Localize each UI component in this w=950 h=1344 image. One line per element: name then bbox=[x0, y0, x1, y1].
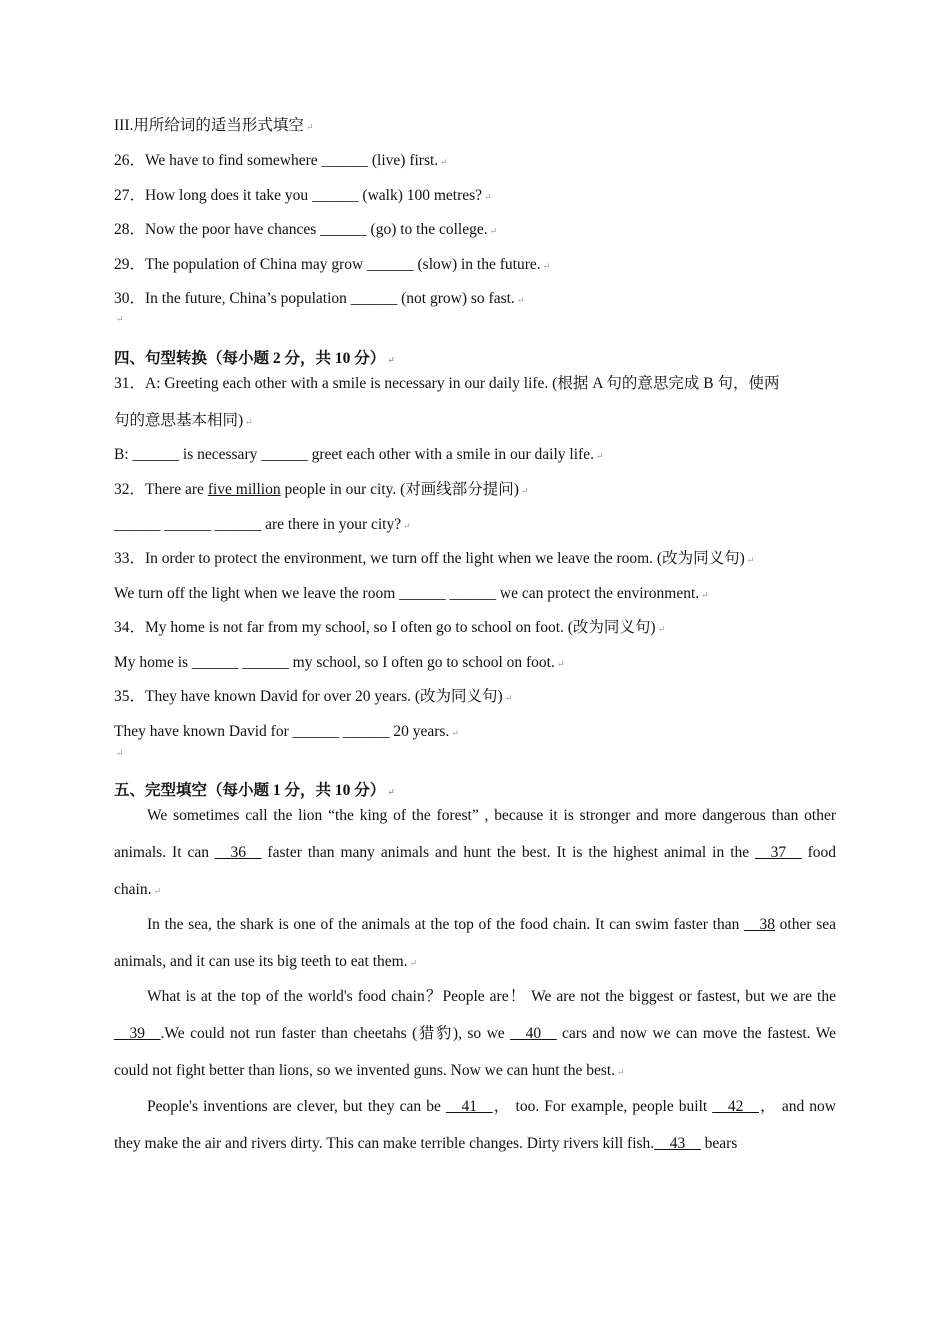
question-30: 30．In the future, China’s population ______ (not grow) so fast. ↵ bbox=[114, 290, 525, 307]
section-5-title: 五、完型填空（每小题 1 分，共 10 分） ↵ bbox=[114, 782, 395, 799]
blank-39: __39__ bbox=[114, 1025, 161, 1042]
question-34: 34．My home is not far from my school, so I often go to school on foot. (改为同义句) ↵ bbox=[114, 619, 666, 636]
question-34-answer: My home is ______ ______ my school, so I often go to school on foot. ↵ bbox=[114, 654, 565, 671]
section-3-title: III.用所给词的适当形式填空 ↵ bbox=[114, 117, 314, 134]
cloze-paragraph-4: People's inventions are clever, but they can be __41__， too. For example, people built __42__， and now they make the air and rivers dirty. This can make terrible changes. Dirty rivers kill fish.__43__ bears bbox=[114, 1098, 837, 1152]
question-32-answer: ______ ______ ______ are there in your city? ↵ bbox=[114, 516, 411, 533]
cloze-paragraph-2: In the sea, the shark is one of the animals at the top of the food chain. It can swim faster than __38 other sea animals, and it can use its big teeth to eat them. ↵ bbox=[114, 916, 836, 970]
blank-36: __36__ bbox=[214, 844, 262, 861]
cloze-paragraph-1: We sometimes call the lion “the king of the forest” , because it is stronger and more dangerous than other animals. It can __36__ faster than many animals and hunt the best. It is the highest animal in the __37__ food chain. ↵ bbox=[114, 807, 836, 898]
blank-40: __40__ bbox=[510, 1025, 557, 1042]
cloze-paragraph-3: What is at the top of the world's food chain？People are！ We are not the biggest or fastest, but we are the __39__.We could not run faster than cheetahs (猎豹), so we __40__ cars and now we can move the fastest. We could not fight better than lions, so we invented guns. Now we can hunt the best. ↵ bbox=[114, 988, 836, 1079]
blank-line-mark: ↵ bbox=[116, 748, 124, 758]
question-35: 35．They have known David for over 20 years. (改为同义句) ↵ bbox=[114, 688, 513, 705]
question-31-answer: B: ______ is necessary ______ greet each other with a smile in our daily life. ↵ bbox=[114, 446, 604, 463]
blank-38: __38 bbox=[744, 916, 775, 933]
question-29: 29．The population of China may grow ______ (slow) in the future. ↵ bbox=[114, 256, 551, 273]
question-26: 26．We have to find somewhere ______ (live) first. ↵ bbox=[114, 152, 448, 169]
blank-43: __43__ bbox=[654, 1135, 701, 1152]
question-27: 27．How long does it take you ______ (walk) 100 metres? ↵ bbox=[114, 187, 492, 204]
blank-line-mark: ↵ bbox=[116, 314, 124, 324]
section-4-title: 四、句型转换（每小题 2 分，共 10 分） ↵ bbox=[114, 350, 395, 367]
question-33-answer: We turn off the light when we leave the room ______ ______ we can protect the environment. ↵ bbox=[114, 585, 709, 602]
question-31-b: 句的意思基本相同) ↵ bbox=[114, 412, 253, 429]
blank-37: __37__ bbox=[755, 844, 802, 861]
underlined-phrase: five million bbox=[207, 481, 281, 498]
blank-41: __41__ bbox=[446, 1098, 493, 1115]
question-31-a: 31．A: Greeting each other with a smile is necessary in our daily life. (根据 A 句的意思完成 B 句，使两 bbox=[114, 375, 780, 392]
question-33: 33．In order to protect the environment, we turn off the light when we leave the room. (改为同义句) ↵ bbox=[114, 550, 755, 567]
question-35-answer: They have known David for ______ ______ 20 years. ↵ bbox=[114, 723, 459, 740]
question-28: 28．Now the poor have chances ______ (go) to the college. ↵ bbox=[114, 221, 498, 238]
question-32: 32．There are five million people in our city. (对画线部分提问) ↵ bbox=[114, 481, 529, 498]
blank-42: __42__ bbox=[712, 1098, 759, 1115]
